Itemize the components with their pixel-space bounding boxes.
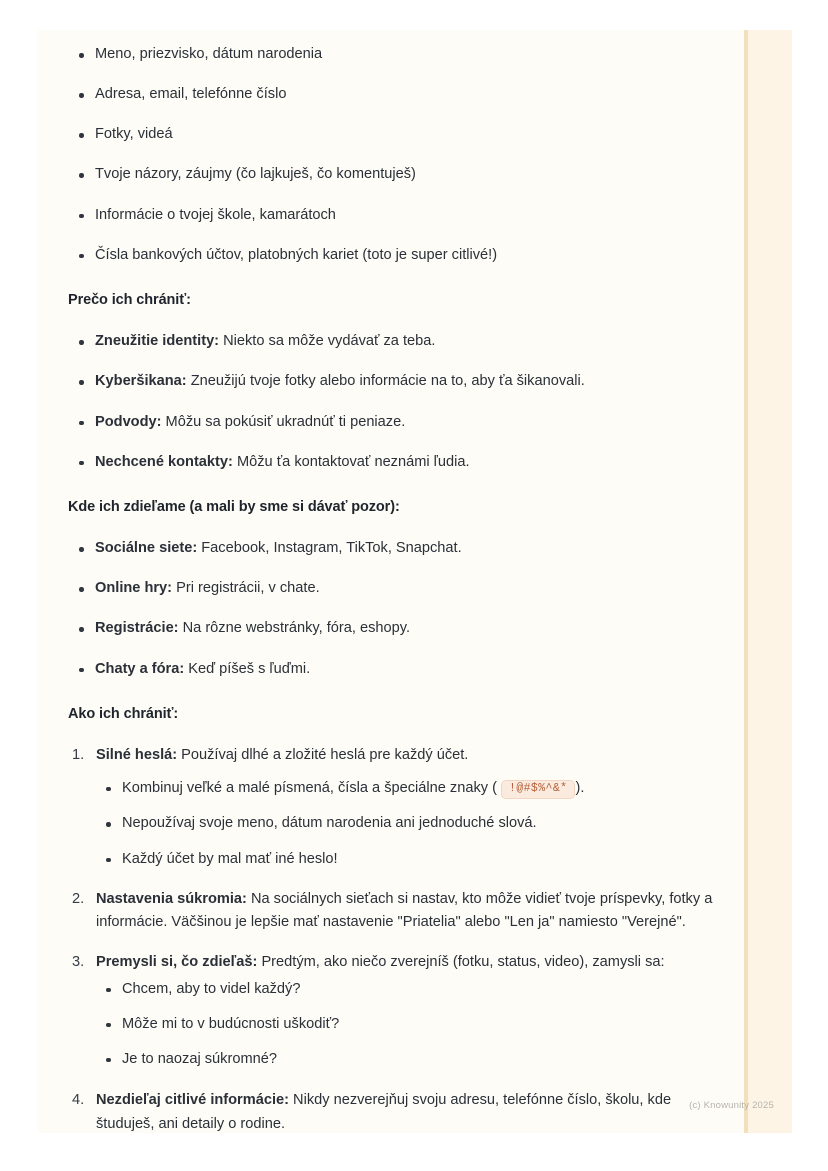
list-item-do-not-share-sensitive	[68, 1089, 728, 1133]
list-item	[68, 164, 728, 185]
document-page	[38, 30, 792, 1133]
list-item-lead: Nastavenia súkromia:	[96, 890, 247, 907]
list-item-text: Zneužijú tvoje fotky alebo informácie na to, aby ťa šikanovali.	[190, 373, 585, 390]
section-heading-where-shared: Kde ich zdieľame (a mali by sme si dávať pozor):	[68, 498, 400, 515]
spacer	[68, 266, 728, 290]
list-item-text: Čísla bankových účtov, platobných kariet (toto je super citlivé!)	[95, 246, 498, 263]
list-item-text: Používaj dlhé a zložité heslá pre každý účet.	[181, 747, 469, 764]
list-item	[68, 659, 728, 680]
list-item	[68, 44, 728, 65]
sub-list-item	[96, 1014, 728, 1035]
list-item-lead: Chaty a fóra:	[95, 660, 185, 677]
list-item	[68, 331, 728, 352]
list-item-text: Informácie o tvojej škole, kamarátoch	[95, 206, 336, 223]
list-item-lead: Silné heslá:	[96, 747, 178, 764]
list-item	[68, 618, 728, 639]
list-item-text: Nikdy nezverejňuj svoju adresu, telefónne číslo, školu, kde študuješ, ani detaily o rodine.	[96, 1092, 672, 1132]
list-item-text: Keď píšeš s ľuďmi.	[188, 660, 311, 677]
list-item-text: Adresa, email, telefónne číslo	[95, 86, 287, 103]
list-item-text: Meno, priezvisko, dátum narodenia	[95, 46, 323, 62]
where-shared-list	[68, 538, 728, 680]
list-item-lead: Registrácie:	[95, 620, 179, 637]
list-item-lead: Nezdieľaj citlivé informácie:	[96, 1092, 289, 1109]
list-item-text: Môžu sa pokúsiť ukradnúť ti peniaze.	[165, 413, 406, 430]
section-heading-how-protect: Ako ich chrániť:	[68, 705, 179, 722]
list-item-strong-passwords	[68, 744, 728, 870]
think-before-sharing-sublist	[96, 979, 728, 1070]
list-item	[68, 578, 728, 599]
list-item-privacy-settings	[68, 888, 728, 935]
list-item-lead: Premysli si, čo zdieľaš:	[96, 953, 258, 970]
sub-list-item	[96, 813, 728, 834]
sub-list-item	[96, 849, 728, 870]
document-content	[38, 30, 748, 1133]
list-item-text: Tvoje názory, záujmy (čo lajkuješ, čo komentuješ)	[95, 166, 416, 183]
how-protect-list	[68, 744, 728, 1133]
list-item	[68, 205, 728, 226]
list-item	[68, 124, 728, 145]
list-item-lead: Nechcené kontakty:	[95, 453, 233, 470]
list-item-lead: Zneužitie identity:	[95, 333, 220, 350]
sub-list-item-text: Chcem, aby to videl každý?	[122, 980, 301, 997]
strong-passwords-sublist	[96, 778, 728, 870]
page-footer-copyright: (c) Knowunity 2025	[689, 1100, 774, 1111]
list-item-text: Pri registrácii, v chate.	[176, 580, 320, 597]
sub-list-item-text: Môže mi to v budúcnosti uškodiť?	[122, 1015, 340, 1032]
sub-list-item	[96, 1049, 728, 1070]
sub-list-item	[96, 778, 728, 800]
list-item-lead: Sociálne siete:	[95, 540, 198, 557]
list-item	[68, 538, 728, 559]
list-item-text: Fotky, videá	[95, 126, 173, 143]
list-item	[68, 452, 728, 473]
sub-list-item-text: Každý účet by mal mať iné heslo!	[122, 850, 338, 867]
list-item	[68, 84, 728, 105]
list-item-think-before-sharing	[68, 951, 728, 1070]
spacer	[68, 473, 728, 497]
list-item-text: Facebook, Instagram, TikTok, Snapchat.	[201, 540, 462, 557]
sub-list-item	[96, 979, 728, 1000]
list-item	[68, 245, 728, 266]
list-item-lead: Kyberšikana:	[95, 373, 187, 390]
list-item-text: Na sociálnych sieťach si nastav, kto môže vidieť tvoje príspevky, fotky a informácie. Väčšinou je lepšie mať nastavenie "Priatelia" alebo "Len ja" namiesto "Verejné".	[96, 890, 713, 931]
list-item	[68, 412, 728, 433]
sub-list-item-text: Nepoužívaj svoje meno, dátum narodenia ani jednoduché slová.	[122, 815, 537, 832]
list-item-lead: Online hry:	[95, 580, 173, 597]
list-item-text: Môžu ťa kontaktovať neznámi ľudia.	[236, 453, 470, 470]
sub-list-item-text: Je to naozaj súkromné?	[122, 1050, 277, 1067]
list-item	[68, 371, 728, 392]
list-item-text: Predtým, ako niečo zverejníš (fotku, status, video), zamysli sa:	[261, 953, 665, 970]
special-characters-code-chip: !@#$%^&*	[501, 780, 575, 800]
data-types-list	[68, 30, 728, 266]
page-right-margin-panel	[748, 30, 792, 1133]
sub-list-item-text-pre: Kombinuj veľké a malé písmená, čísla a špeciálne znaky (	[122, 779, 497, 796]
list-item-text: Na rôzne webstránky, fóra, eshopy.	[182, 620, 411, 637]
section-heading-why-protect: Prečo ich chrániť:	[68, 291, 191, 308]
sub-list-item-text-post: ).	[575, 779, 585, 796]
list-item-text: Niekto sa môže vydávať za teba.	[223, 333, 436, 350]
why-protect-list	[68, 331, 728, 473]
list-item-lead: Podvody:	[95, 413, 162, 430]
spacer	[68, 680, 728, 704]
